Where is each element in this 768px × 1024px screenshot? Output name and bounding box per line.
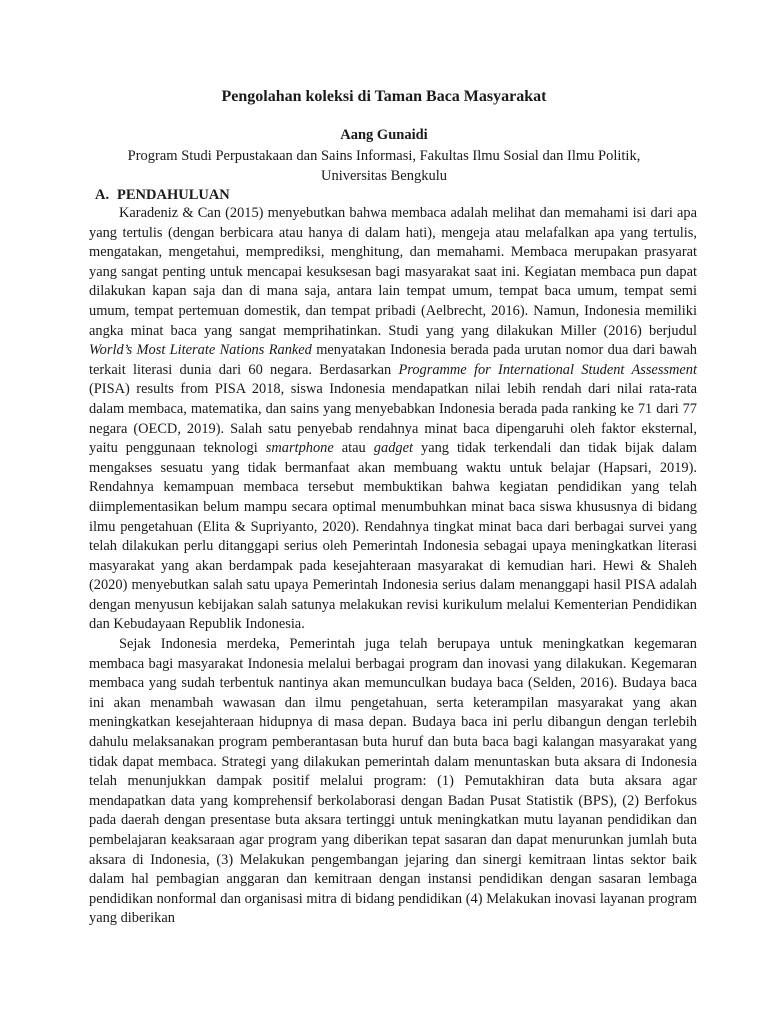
italic-title: World’s Most Literate Nations Ranked xyxy=(89,342,312,359)
text-run: Karadeniz & Can (2015) menyebutkan bahwa membaca adalah melihat dan memahami isi dari apa yang tertulis (dengan berbicara atau hanya di dalam hati), mengeja atau melafalkan apa yang tertulis, mengatakan, mengetahui, memprediksi, menghitung, dan memahami. Membaca merupakan prasyarat yang sangat penting untuk mencapai kesuksesan bagi masyarakat saat ini. Kegiatan membaca pun dapat dilakukan kapan saja dan di mana saja, antara lain tempat umum, tempat baca umum, tempat semi umum, tempat pertemuan domestik, dan tempat pribadi (Aelbrecht, 2016). Namun, Indonesia memiliki angka minat baca yang sangat memprihatinkan. Studi yang yang dilakukan Miller (2016) berjudul xyxy=(89,205,697,339)
affiliation-line: Program Studi Perpustakaan dan Sains Informasi, Fakultas Ilmu Sosial dan Ilmu Politik, xyxy=(127,148,641,164)
paragraph: Sejak Indonesia merdeka, Pemerintah juga telah berupaya untuk meningkatkan kegemaran membaca bagi masyarakat Indonesia melalui berbagai program dan inovasi yang dilakukan. Kegemaran membaca yang sudah terbentuk nantinya akan memunculkan budaya baca (Selden, 2016). Budaya baca ini akan menambah wawasan dan ilmu pengetahuan, serta keterampilan masyarakat yang akan meningkatkan kesejahteraan hidupnya di masa depan. Budaya baca ini perlu dibangun dengan terlebih dahulu melaksanakan program pemberantasan buta huruf dan buta baca bagi kalangan masyarakat yang tidak dapat membaca. Strategi yang dilakukan pemerintah dalam menuntaskan buta aksara di Indonesia telah menunjukkan dampak positif melalui program: (1) Pemutakhiran data buta aksara agar mendapatkan data yang komprehensif berkolaborasi dengan Badan Pusat Statistik (BPS), (2) Berfokus pada daerah dengan presentase buta aksara tertinggi untuk meningkatkan mutu layanan pendidikan dan pembelajaran keaksaraan agar program yang diberikan tepat sasaran dan dapat menurunkan jumlah buta aksara di Indonesia, (3) Melakukan pengembangan jejaring dan sinergi kemitraan lintas sektor baik dalam hal pembagian anggaran dan kemitraan dengan instansi pendidikan dengan sasaran lembaga pendidikan nonformal dan organisasi mitra di bidang pendidikan (4) Melakukan inovasi layanan program yang diberikan xyxy=(89,636,697,927)
section-heading xyxy=(95,185,230,205)
section-title: PENDAHULUAN xyxy=(117,187,230,203)
paragraph xyxy=(89,204,697,635)
paper-title: Pengolahan koleksi di Taman Baca Masyarakat xyxy=(221,88,547,105)
text-run: (PISA) results from PISA 2018, siswa Indonesia mendapatkan nilai lebih rendah dari nilai rata-rata dalam membaca, matematika, dan sains yang menyebabkan Indonesia berada pada ranking ke 71 dari 77 negara (OECD, 2019). Salah satu penyebab rendahnya minat baca dipengaruhi oleh faktor eksternal, yaitu penggunaan teknologi xyxy=(89,381,697,457)
text-run: menyatakan Indonesia berada pada urutan nomor dua dari bawah terkait literasi dunia dari 60 negara. Berdasarkan xyxy=(89,342,697,378)
author-affiliation xyxy=(60,146,708,186)
text-run: yang tidak terkendali dan tidak bijak dalam mengakses sesuatu yang tidak bermanfaat akan membuang waktu untuk belajar (Hapsari, 2019). Rendahnya kemampuan membaca tersebut membuktikan bahwa kegiatan pendidikan yang telah diimplementasikan belum mampu secara optimal menumbuhkan minat baca siswa khususnya di bidang ilmu pengetahuan (Elita & Supriyanto, 2020). Rendahnya tingkat minat baca dari berbagai survei yang telah dilakukan perlu ditanggapi serius oleh Pemerintah Indonesia sebagai upaya meningkatkan literasi masyarakat yang akan berdampak pada kesejahteraan masyarakat di kemudian hari. Hewi & Shaleh (2020) menyebutkan salah satu upaya Pemerintah Indonesia serius dalam menanggapi hasil PISA adalah dengan menyusun kebijakan salah satunya melakukan revisi kurikulum melalui Kementerian Pendidikan dan Kebudayaan Republik Indonesia. xyxy=(89,440,697,633)
italic-term: smartphone xyxy=(265,440,334,457)
author-name: Aang Gunaidi xyxy=(340,127,428,143)
affiliation-line: Universitas Bengkulu xyxy=(320,168,448,184)
italic-term: gadget xyxy=(373,440,413,457)
text-run: atau xyxy=(333,440,374,457)
body-text xyxy=(89,204,697,929)
italic-term: Programme for International Student Assessment xyxy=(398,361,697,378)
section-number: A. xyxy=(95,187,110,203)
